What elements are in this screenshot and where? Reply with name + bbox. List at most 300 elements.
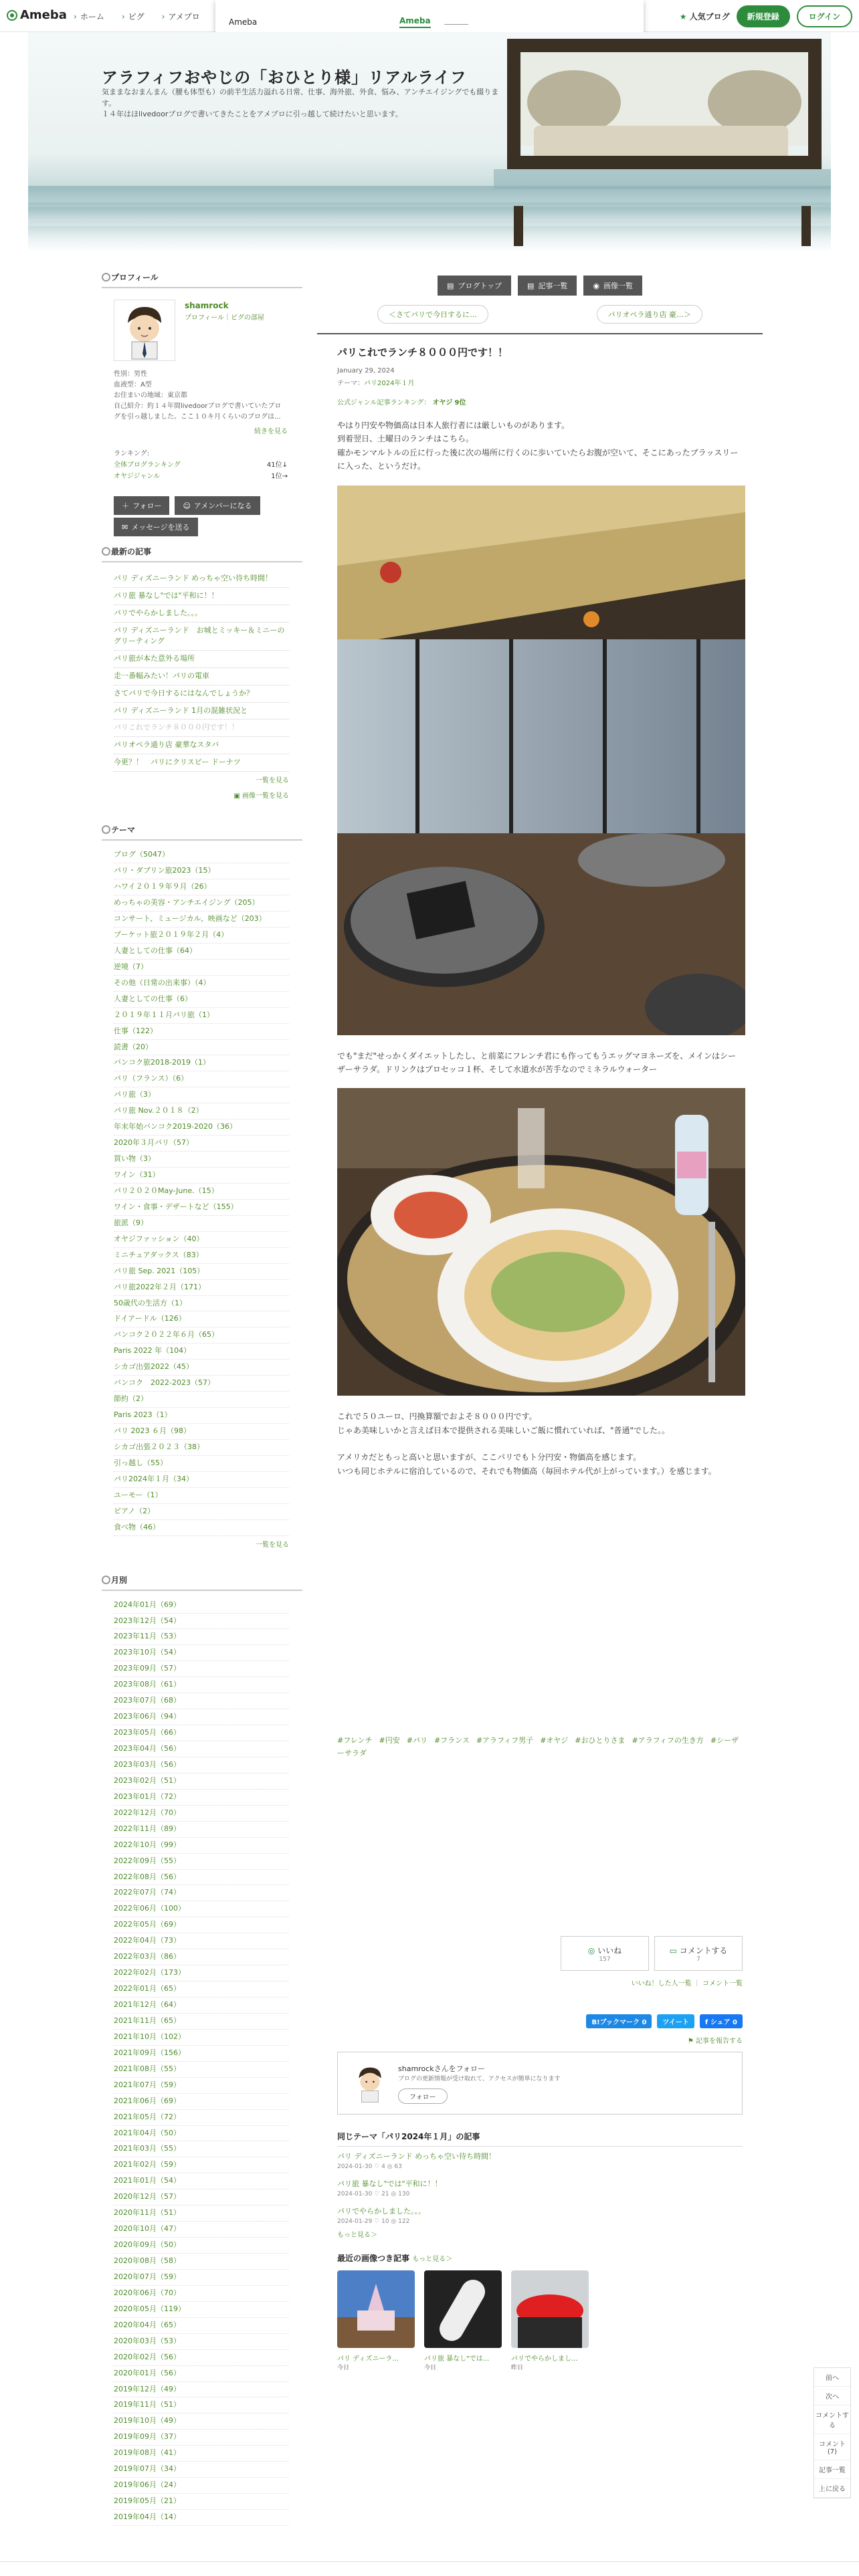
comment-icon: ◎: [389, 2218, 399, 2226]
month-link[interactable]: 2023年05月（66）: [114, 1725, 289, 1741]
popular-blogs-link[interactable]: [680, 11, 730, 22]
image-articles-thumbs: [337, 2270, 743, 2371]
month-link[interactable]: 2020年10月（47）: [114, 2222, 289, 2238]
month-link[interactable]: 2022年02月（173）: [114, 1965, 289, 1981]
same-theme-likes: 4: [381, 2163, 385, 2171]
hashtag-link[interactable]: #パリ: [406, 1735, 427, 1745]
comments-button[interactable]: コメント(7): [814, 2434, 850, 2460]
theme-link[interactable]: パリ（フランス）（6）: [114, 1071, 289, 1087]
profile-name[interactable]: shamrock: [185, 301, 229, 310]
article-title[interactable]: パリこれでランチ８０００円です！！: [337, 346, 508, 358]
genre-ranking[interactable]: [337, 397, 743, 407]
theme-link[interactable]: ドイアードル（126）: [114, 1311, 289, 1327]
article-line: [337, 1437, 743, 1451]
follow-button[interactable]: [114, 496, 169, 515]
plus-icon: ＋: [122, 502, 129, 510]
theme-link[interactable]: 50歳代の生活方（1）: [114, 1296, 289, 1312]
month-link[interactable]: 2021年09月（156）: [114, 2046, 289, 2062]
ranking-name: オヤジジャンル: [114, 473, 161, 480]
recent-articles-section: [102, 543, 302, 802]
month-link[interactable]: 2022年10月（99）: [114, 1838, 289, 1854]
theme-link[interactable]: シカゴ出張２０２３（38）: [114, 1440, 289, 1456]
popup-underline: [444, 24, 468, 25]
theme-link[interactable]: 仕事（122）: [114, 1024, 289, 1040]
article-date: January 29, 2024: [337, 367, 395, 374]
share-buttons: [337, 2014, 743, 2028]
comment-post-button[interactable]: コメントする: [814, 2405, 850, 2434]
month-link[interactable]: 2023年03月（56）: [114, 1757, 289, 1774]
ranking-value: 41位↓: [266, 461, 288, 469]
same-theme-heading: 同じテーマ「パリ2024年１月」の記事: [337, 2131, 743, 2147]
month-link[interactable]: 2023年11月（53）: [114, 1629, 289, 1645]
blog-description: [102, 87, 503, 120]
recent-article-link[interactable]: パリ ディズニーランド 1月の混雑状況と: [114, 703, 289, 720]
profile-buttons: [114, 496, 260, 515]
month-link[interactable]: 2021年10月（102）: [114, 2030, 289, 2046]
article-line: 確かモンマルトルの丘に行った後に次の場所に行くのに歩いていたらお腹が空いて、そこにあったブラッスリーに入った、というだけ。: [337, 447, 739, 471]
popup-label: Ameba: [229, 17, 258, 27]
month-link[interactable]: 2021年12月（64）: [114, 1998, 289, 2014]
sidebar: [102, 269, 302, 2526]
themes-heading: テーマ: [102, 821, 302, 841]
hashtag-link[interactable]: #おひとりさま: [575, 1735, 626, 1745]
theme-link[interactable]: その他（日常の出来事）（4）: [114, 976, 289, 992]
theme-link[interactable]: 節約（2）: [114, 1392, 289, 1408]
profile-info-line: お住まいの地域：東京都: [114, 392, 187, 399]
mail-icon: ✉: [122, 522, 128, 532]
month-link[interactable]: 2022年06月（100）: [114, 1901, 289, 1917]
logo-text: Ameba: [20, 8, 67, 22]
profile-links[interactable]: プロフィール｜ピグの部屋: [185, 314, 264, 322]
month-link[interactable]: 2021年02月（59）: [114, 2157, 289, 2173]
month-link[interactable]: 2023年10月（54）: [114, 1645, 289, 1661]
month-link[interactable]: 2020年07月（59）: [114, 2270, 289, 2286]
hashtag-link[interactable]: #シーザーサラダ: [337, 1735, 739, 1757]
theme-link[interactable]: パリ 2023 ６月（98）: [114, 1424, 289, 1440]
recent-list: [102, 562, 289, 772]
month-link[interactable]: 2023年02月（51）: [114, 1774, 289, 1790]
nav-home[interactable]: › ホーム: [74, 11, 104, 22]
same-theme-date: 2024-01-29: [337, 2218, 373, 2226]
ranking-row[interactable]: [114, 471, 288, 482]
next-article-link[interactable]: パリオペラ通り店 豪…＞: [597, 305, 702, 324]
recent-article-link[interactable]: パリ旅 暴なし"では"平和に！！: [114, 588, 289, 605]
image-article-day: 昨日: [511, 2365, 524, 2372]
like-count: 157: [599, 1955, 611, 1963]
month-link[interactable]: 2021年05月（72）: [114, 2110, 289, 2126]
theme-link[interactable]: パリ2024年１月（34）: [114, 1472, 289, 1488]
month-link[interactable]: 2022年09月（55）: [114, 1854, 289, 1870]
recent-heading: 最新の記事: [102, 543, 302, 562]
article-theme: [337, 377, 743, 387]
month-link[interactable]: 2023年01月（72）: [114, 1790, 289, 1806]
month-link[interactable]: 2022年05月（69）: [114, 1917, 289, 1933]
message-row: [114, 518, 198, 536]
month-link[interactable]: 2022年08月（56）: [114, 1870, 289, 1886]
same-theme-item[interactable]: [337, 2147, 743, 2174]
sofa-illustration: [494, 32, 831, 246]
monthly-list: [102, 1591, 289, 2526]
same-theme-likes: 10: [381, 2218, 389, 2226]
camera-icon: ◉: [593, 281, 600, 290]
tweet-button[interactable]: ツイート: [657, 2014, 694, 2028]
month-link[interactable]: 2021年06月（69）: [114, 2094, 289, 2110]
same-theme-meta: [337, 2163, 743, 2170]
users-icon: ☺: [183, 501, 191, 510]
star-icon: ★: [679, 11, 687, 21]
follow-card: [337, 2052, 743, 2115]
theme-link[interactable]: バンコク 2022-2023（57）: [114, 1376, 289, 1392]
message-label: メッセージを送る: [131, 523, 190, 532]
same-theme-title[interactable]: パリでやらかしました。。。: [337, 2207, 425, 2216]
month-link[interactable]: 2024年01月（69）: [114, 1598, 289, 1614]
avatar-illustration: [114, 300, 175, 360]
theme-link[interactable]: バンコク旅2018-2019（1）: [114, 1055, 289, 1071]
recent-article-link[interactable]: パリでやらかしました。。。: [114, 605, 289, 623]
month-link[interactable]: 2021年11月（65）: [114, 2014, 289, 2030]
hashtag-list: [337, 1735, 743, 1759]
blog-top-label: ブログトップ: [458, 282, 502, 290]
theme-link[interactable]: 買い物（3）: [114, 1152, 289, 1168]
same-theme-title[interactable]: パリ旅 暴なし"では"平和に！！: [337, 2179, 442, 2189]
ranking-value: 1位→: [271, 473, 288, 480]
month-link[interactable]: 2022年03月（86）: [114, 1949, 289, 1965]
image-article-caption: パリでやらかしまし...: [511, 2355, 578, 2363]
same-theme-section: [337, 2131, 743, 2239]
theme-link[interactable]: 読書（20）: [114, 1040, 289, 1056]
same-theme-list: [337, 2147, 743, 2229]
profile-heading: プロフィール: [102, 269, 302, 288]
ranking-box: [114, 448, 288, 482]
recent-article-link[interactable]: パリオペラ通り店 豪華なスタバ: [114, 737, 289, 754]
image-article-card[interactable]: [511, 2270, 589, 2371]
theme-link[interactable]: ワイン・食事・デザートなど（155）: [114, 1200, 289, 1216]
follow-description: ブログの更新情報が受け取れて、アクセスが簡単になります: [398, 2076, 561, 2083]
theme-link[interactable]: Paris 2022 年（104）: [114, 1344, 289, 1360]
same-theme-meta: [337, 2218, 743, 2225]
theme-link[interactable]: ２０１９年１１月パリ旅（1）: [114, 1008, 289, 1024]
month-link[interactable]: 2022年11月（89）: [114, 1822, 289, 1838]
theme-link[interactable]: ワイン（31）: [114, 1168, 289, 1184]
follow-label: フォロー: [132, 502, 162, 510]
like-icon: ♡: [372, 2191, 382, 2198]
follow-name: shamrockさんをフォロー: [398, 2064, 486, 2074]
recent-article-link[interactable]: パリ ディズニーランド お城とミッキー＆ミニーのグリーティング: [114, 623, 289, 651]
recent-article-link[interactable]: 今更？！ パリにクリスピー ドーナツ: [114, 754, 289, 772]
amember-button[interactable]: [175, 496, 260, 515]
theme-link[interactable]: パリ２０２０May-June.（15）: [114, 1184, 289, 1200]
article-line: これで５０ユーロ、円換算額でおよそ８０００円です。: [337, 1412, 537, 1422]
theme-link[interactable]: めっちゃの美容・アンチエイジング（205）: [114, 895, 289, 911]
month-link[interactable]: 2020年11月（51）: [114, 2206, 289, 2222]
article-line: アメリカだともっと高いと思いますが、ここパリでもト分円安・物価高を感じます。: [337, 1453, 642, 1463]
same-theme-more-link[interactable]: もっと見る＞: [337, 2232, 377, 2240]
article: [317, 333, 763, 2378]
follow-card-button[interactable]: フォロー: [398, 2088, 448, 2104]
theme-link[interactable]: パリ旅2022年２月（171）: [114, 1280, 289, 1296]
same-theme-views: 130: [398, 2191, 410, 2198]
profile-info-line: 血液型：A型: [114, 381, 152, 389]
profile-info: [114, 369, 288, 423]
image-list-button[interactable]: [583, 276, 642, 296]
floating-nav: [814, 2367, 851, 2498]
same-theme-item[interactable]: [337, 2174, 743, 2202]
ranking-name: 全体ブログランキング: [114, 461, 181, 469]
home-icon: ▤: [446, 281, 454, 290]
genre-rank-pos: 9位: [454, 399, 466, 407]
month-link[interactable]: 2022年12月（70）: [114, 1806, 289, 1822]
month-link[interactable]: 2021年01月（54）: [114, 2173, 289, 2189]
month-link[interactable]: 2020年04月（65）: [114, 2318, 289, 2334]
same-theme-views: 63: [394, 2163, 402, 2171]
comment-button[interactable]: [654, 1936, 743, 1971]
theme-link[interactable]: ピアノ（2）: [114, 1504, 289, 1520]
theme-link[interactable]: オヤジファッション（40）: [114, 1232, 289, 1248]
nav-pigg[interactable]: › ピグ: [122, 11, 145, 22]
nav-ameblo[interactable]: › アメブロ: [162, 11, 200, 22]
profile-info-line: 自己紹介：約１４年間livedoorブログで書いていたブログを引っ越しました。ここ１０キ月くらいのブログは...: [114, 403, 282, 421]
month-link[interactable]: 2019年04月（14）: [114, 2510, 289, 2526]
image-articles-heading: [337, 2252, 743, 2264]
global-nav: [74, 11, 200, 22]
theme-link[interactable]: ブログ（5047）: [114, 847, 289, 863]
article-line: いつも同じホテルに宿泊しているので、それでも物価高（毎回ホテル代が上がっています。）を感じます。: [337, 1466, 717, 1476]
avatar[interactable]: [114, 300, 175, 361]
month-link[interactable]: 2023年08月（61）: [114, 1677, 289, 1693]
theme-label: テーマ：: [337, 380, 364, 387]
month-link[interactable]: 2023年04月（56）: [114, 1741, 289, 1757]
month-link[interactable]: 2019年10月（49）: [114, 2413, 289, 2430]
month-link[interactable]: 2021年08月（55）: [114, 2062, 289, 2078]
recent-article-link[interactable]: パリ旅が本た意外る場所: [114, 651, 289, 668]
blog-description-line: 気ままなおまんまん（腰も体型も）の前半生活力溢れる日常、仕事、海外旅、外食、悩み、アンチエイジングでも綴ります。: [102, 88, 499, 108]
month-link[interactable]: 2022年01月（65）: [114, 1981, 289, 1998]
image-icon: ▣: [233, 792, 242, 800]
like-icon: ♡: [372, 2163, 382, 2171]
report-link[interactable]: [337, 2035, 743, 2045]
hashtag-link[interactable]: #アラフィフ男子: [476, 1735, 534, 1745]
reaction-links: いいね！した人一覧 ｜ コメント一覧: [631, 1980, 743, 1988]
profile-section: [102, 269, 302, 532]
red-seat-thumbnail: [511, 2270, 589, 2348]
login-button[interactable]: ログイン: [797, 5, 852, 27]
month-link[interactable]: 2023年09月（57）: [114, 1661, 289, 1677]
article-line: じゃあ美味しいかと言えば日本で提供される美味しいご飯に慣れていれば、"普通"でした。。: [337, 1425, 670, 1435]
blog-top-button[interactable]: [438, 276, 511, 296]
article-pager: [317, 305, 763, 324]
prev-article-button[interactable]: 前へ: [814, 2368, 850, 2387]
ranking-label: ランキング:: [114, 450, 150, 457]
main-content: [317, 269, 763, 2378]
month-link[interactable]: 2020年08月（58）: [114, 2254, 289, 2270]
month-link[interactable]: 2020年03月（53）: [114, 2334, 289, 2350]
image-articles-title: 最近の画像つき記事: [337, 2254, 410, 2264]
like-list-link[interactable]: いいね！した人一覧: [631, 1980, 692, 1988]
comment-count: 7: [696, 1955, 700, 1963]
list-icon: ▤: [527, 281, 535, 290]
theme-link[interactable]: 食べ物（46）: [114, 1520, 289, 1536]
flag-icon: ⚑: [687, 2038, 696, 2046]
back-to-top-button[interactable]: 上に戻る: [814, 2479, 850, 2498]
report-label: 記事を報告する: [696, 2038, 743, 2046]
brasserie-photo[interactable]: [337, 486, 745, 1035]
same-theme-likes: 21: [381, 2191, 389, 2198]
month-link[interactable]: 2019年07月（34）: [114, 2462, 289, 2478]
image-article-day: 今日: [337, 2365, 350, 2372]
article-list-button[interactable]: [518, 276, 577, 296]
month-link[interactable]: 2022年07月（74）: [114, 1885, 289, 1901]
month-link[interactable]: 2022年04月（73）: [114, 1933, 289, 1949]
hashtag-link[interactable]: #円安: [379, 1735, 400, 1745]
theme-link[interactable]: ハワイ２０１９年９月（26）: [114, 879, 289, 895]
recent-article-link[interactable]: パリこれでランチ８０００円です！！: [114, 720, 289, 737]
theme-link[interactable]: バンコク２０２２年６月（65）: [114, 1327, 289, 1344]
month-link[interactable]: 2020年06月（70）: [114, 2286, 289, 2302]
article-list-button[interactable]: 記事一覧: [814, 2460, 850, 2479]
blog-header-banner: [28, 32, 831, 253]
hashtag-link[interactable]: #フレンチ: [337, 1735, 373, 1745]
comment-icon: ◎: [389, 2191, 399, 2198]
article-line: でも"まだ"せっかくダイエットしたし、と前菜にフレンチ君にも作ってもうエッグマヨネーズを、メインはシーザーサラダ。ドリンクはプロセッコ１杯、そして水道水が苦手なのでミネラルウォーター: [337, 1051, 736, 1074]
thermometer-thumbnail: [424, 2270, 502, 2348]
article-paragraph: [337, 419, 743, 473]
article-list-label: 記事一覧: [538, 282, 568, 290]
theme-link[interactable]: Paris 2023（1）: [114, 1408, 289, 1424]
same-theme-views: 122: [398, 2218, 410, 2226]
month-link[interactable]: 2019年11月（51）: [114, 2397, 289, 2413]
month-link[interactable]: 2019年09月（37）: [114, 2430, 289, 2446]
like-button[interactable]: [561, 1936, 649, 1971]
disney-castle-thumbnail: [337, 2270, 415, 2348]
month-link[interactable]: 2023年12月（54）: [114, 1614, 289, 1630]
theme-link[interactable]: 人妻としての仕事（6）: [114, 992, 289, 1008]
spacer: [337, 1759, 743, 1920]
month-link[interactable]: 2019年12月（49）: [114, 2382, 289, 2398]
theme-link[interactable]: 2020年３月パリ（57）: [114, 1136, 289, 1152]
image-articles-more-link[interactable]: もっと見る＞: [412, 2256, 453, 2264]
theme-link[interactable]: パリ旅（3）: [114, 1087, 289, 1103]
article-paragraph: [337, 1049, 743, 1077]
ad-space: [337, 1478, 743, 1719]
hashtag-link[interactable]: #オヤジ: [540, 1735, 569, 1745]
theme-link[interactable]: ミニチュアダックス（83）: [114, 1248, 289, 1264]
same-theme-item[interactable]: [337, 2202, 743, 2229]
theme-link[interactable]: 旅派（9）: [114, 1216, 289, 1232]
themes-list: [102, 841, 289, 1535]
theme-link[interactable]: 人妻としての仕事（64）: [114, 944, 289, 960]
profile-more-link[interactable]: 続きを見る: [254, 428, 288, 435]
month-link[interactable]: 2020年09月（50）: [114, 2238, 289, 2254]
hatena-bookmark-button[interactable]: B!ブックマーク 0: [586, 2014, 652, 2028]
profile-info-line: 性別：男性: [114, 370, 147, 378]
recent-article-link[interactable]: さてパリで今日するにはなんでしょうか？: [114, 685, 289, 703]
image-article-card[interactable]: [337, 2270, 415, 2371]
hashtag-link[interactable]: #アラフィフの生き方: [632, 1735, 704, 1745]
themes-more-link[interactable]: 一覧を見る: [256, 1541, 289, 1549]
follow-avatar[interactable]: [350, 2063, 390, 2103]
month-link[interactable]: 2020年02月（56）: [114, 2350, 289, 2366]
hashtag-link[interactable]: #フランス: [434, 1735, 470, 1745]
month-link[interactable]: 2019年06月（24）: [114, 2478, 289, 2494]
month-link[interactable]: 2019年08月（41）: [114, 2446, 289, 2462]
register-button[interactable]: 新規登録: [737, 5, 790, 27]
recent-images-link[interactable]: [102, 787, 302, 802]
theme-link[interactable]: シカゴ出張2022（45）: [114, 1360, 289, 1376]
month-link[interactable]: 2021年03月（55）: [114, 2141, 289, 2157]
theme-link[interactable]: 逆境（7）: [114, 960, 289, 976]
theme-link[interactable]: プーケット旅２０１９年２月（4）: [114, 928, 289, 944]
blog-title[interactable]: アラフィフおやじの「おひとり様」リアルライフ: [102, 68, 467, 87]
like-label: いいね: [597, 1945, 622, 1955]
like-icon: ♡: [372, 2218, 382, 2226]
theme-link[interactable]: パリ旅 Nov.２０１８（2）: [114, 1103, 289, 1119]
month-link[interactable]: 2020年01月（56）: [114, 2366, 289, 2382]
article-line: 到着翌日、土曜日のランチはこちら。: [337, 434, 474, 444]
image-article-day: 今日: [424, 2365, 437, 2372]
monthly-heading: 月別: [102, 1572, 302, 1591]
message-button[interactable]: [114, 518, 198, 536]
theme-link[interactable]: パリ2024年１月: [364, 380, 415, 387]
article-line: やはり円安や物価高は日本人旅行者には厳しいものがあります。: [337, 421, 570, 430]
recent-images-label: 画像一覧を見る: [242, 792, 289, 800]
next-article-button[interactable]: 次へ: [814, 2387, 850, 2405]
like-icon: ◎: [587, 1945, 595, 1955]
ameba-logo-icon: [7, 10, 17, 21]
image-article-caption: パリ旅 暴なし"では...: [424, 2355, 490, 2363]
month-link[interactable]: 2023年07月（68）: [114, 1693, 289, 1709]
same-theme-date: 2024-01-30: [337, 2191, 373, 2198]
blog-description-line: １４年はほlivedoorブログで書いてきたことをアメブロに引っ越して続けたいと思います。: [102, 110, 403, 118]
month-link[interactable]: 2020年05月（119）: [114, 2302, 289, 2318]
facebook-share-button[interactable]: f シェア 0: [700, 2014, 743, 2028]
theme-link[interactable]: ユーモー（1）: [114, 1488, 289, 1504]
same-theme-title[interactable]: パリ ディズニーランド めっちゃ空い待ち時間！: [337, 2152, 496, 2161]
comment-list-link[interactable]: コメント一覧: [702, 1980, 743, 1988]
ranking-row[interactable]: [114, 459, 288, 471]
popup-tab[interactable]: Ameba: [399, 16, 431, 28]
image-article-caption: パリ ディズニーラ...: [337, 2355, 399, 2363]
prev-article-link[interactable]: ＜さてパリで今日するに…: [377, 305, 488, 324]
same-theme-date: 2024-01-30: [337, 2163, 373, 2171]
article-paragraph: [337, 1410, 743, 1478]
recent-more-link[interactable]: 一覧を見る: [256, 777, 289, 785]
reaction-buttons: [337, 1936, 743, 1971]
month-link[interactable]: 2020年12月（57）: [114, 2189, 289, 2206]
theme-link[interactable]: コンサート、ミュージカル、映画など（203）: [114, 911, 289, 928]
monthly-section: [102, 1572, 302, 2526]
month-link[interactable]: 2021年07月（59）: [114, 2078, 289, 2094]
popular-blogs-label: 人気ブログ: [689, 12, 730, 21]
image-article-card[interactable]: [424, 2270, 502, 2371]
amember-label: アメンバーになる: [193, 502, 252, 510]
month-link[interactable]: 2021年04月（50）: [114, 2126, 289, 2142]
month-link[interactable]: 2023年06月（94）: [114, 1709, 289, 1725]
recent-article-link[interactable]: パリ ディズニーランド めっちゃ空い待ち時間！: [114, 570, 289, 588]
comment-label: コメントする: [679, 1945, 728, 1955]
theme-link[interactable]: パリ旅 Sep. 2021（105）: [114, 1264, 289, 1280]
salad-photo[interactable]: [337, 1088, 745, 1396]
recent-article-link[interactable]: 走一番幅みたい！パリの電車: [114, 668, 289, 685]
ameba-logo[interactable]: [7, 8, 67, 22]
theme-link[interactable]: パリ・ダブリン旅2023（15）: [114, 863, 289, 879]
theme-link[interactable]: 年末年始バンコク2019-2020（36）: [114, 1119, 289, 1136]
top-buttons: [317, 276, 763, 296]
genre-rank-label: 公式ジャンル記事ランキング：: [337, 399, 431, 407]
theme-link[interactable]: 引っ越し（55）: [114, 1456, 289, 1472]
genre-rank-genre: オヤジ: [432, 399, 453, 407]
month-link[interactable]: 2019年05月（21）: [114, 2494, 289, 2510]
comment-icon: ◎: [385, 2163, 395, 2171]
